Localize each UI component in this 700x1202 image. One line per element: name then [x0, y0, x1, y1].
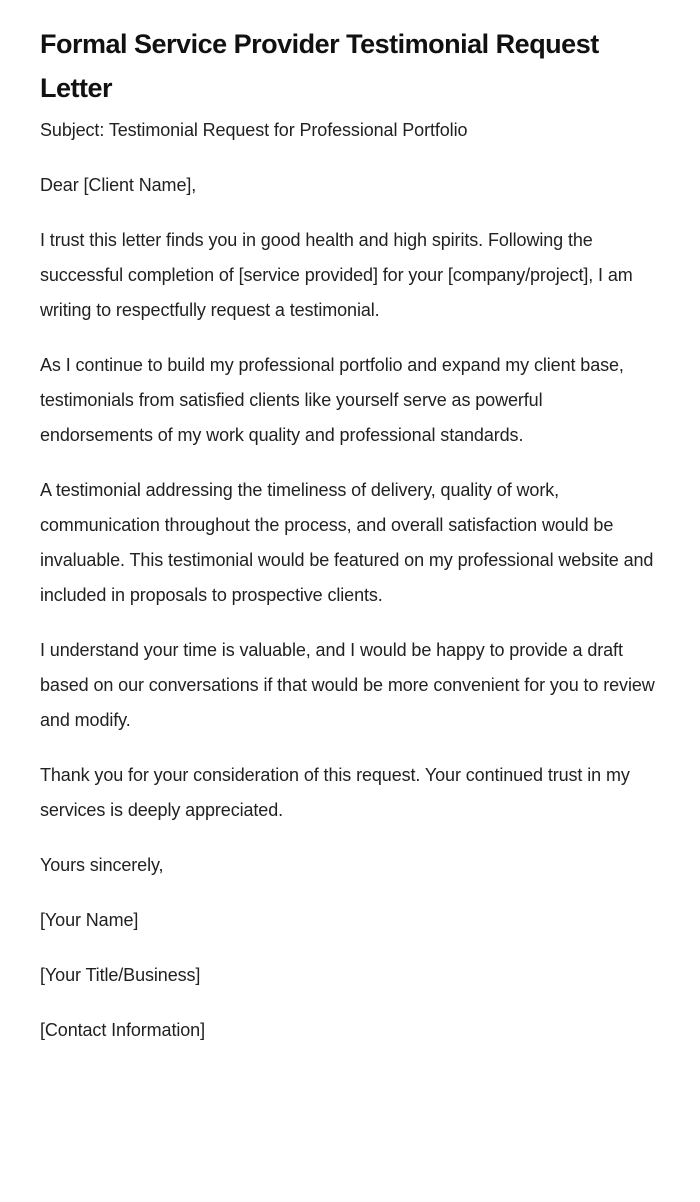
letter-paragraph: A testimonial addressing the timeliness of delivery, quality of work, communication throughout the process, and overall satisfaction would be invaluable. This testimonial would be featured on my professional website and included in proposals to prospective clients.	[40, 480, 654, 605]
letter-paragraph: Thank you for your consideration of this request. Your continued trust in my services is deeply appreciated.	[40, 765, 630, 820]
page-title: Formal Service Provider Testimonial Request Letter	[40, 29, 599, 103]
letter-paragraph: As I continue to build my professional portfolio and expand my client base, testimonials from satisfied clients like yourself serve as powerful endorsements of my work quality and professional standards.	[40, 355, 624, 445]
letter-paragraph: [Contact Information]	[40, 1020, 205, 1040]
letter-body	[40, 113, 660, 1048]
letter-paragraph: I trust this letter finds you in good health and high spirits. Following the successful completion of [service provided] for your [company/project], I am writing to respectfully request a testimonial.	[40, 230, 633, 320]
letter-paragraph: Yours sincerely,	[40, 855, 164, 875]
letter-paragraph: [Your Name]	[40, 910, 139, 930]
letter-paragraph: Subject: Testimonial Request for Professional Portfolio	[40, 120, 468, 140]
letter-paragraph: I understand your time is valuable, and I would be happy to provide a draft based on our conversations if that would be more convenient for you to review and modify.	[40, 640, 655, 730]
letter-paragraph: [Your Title/Business]	[40, 965, 201, 985]
letter-paragraph: Dear [Client Name],	[40, 175, 197, 195]
